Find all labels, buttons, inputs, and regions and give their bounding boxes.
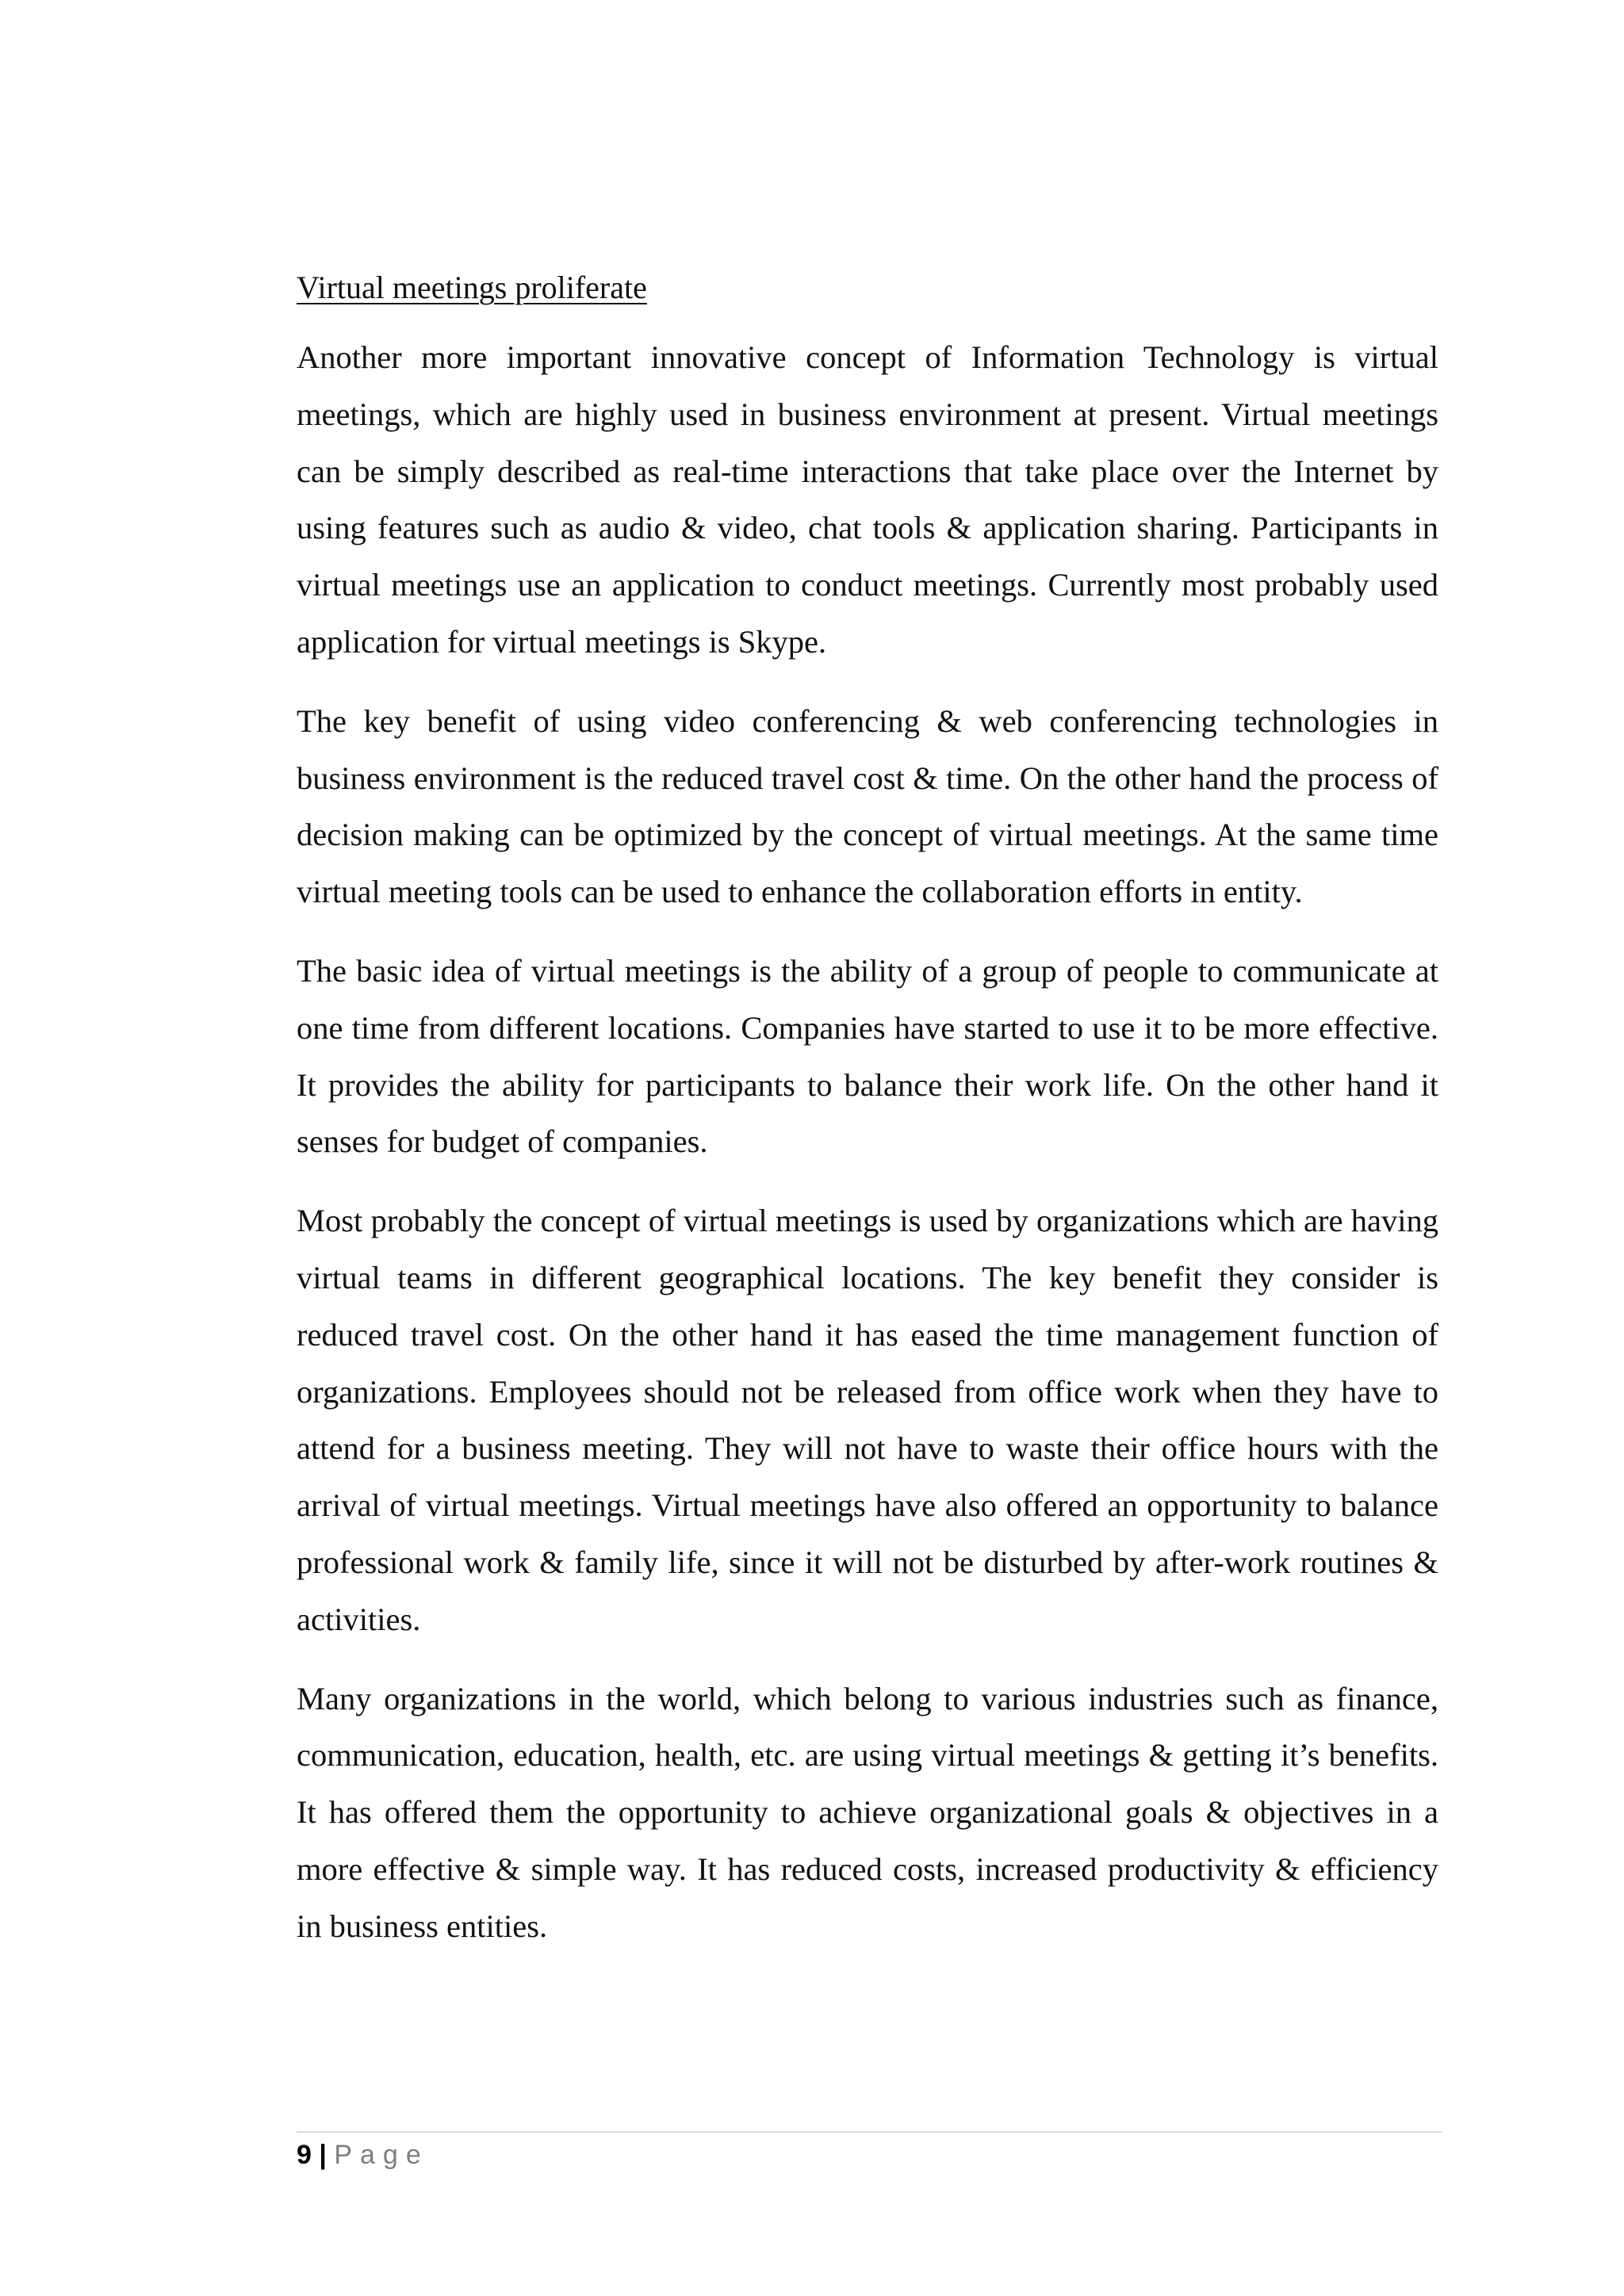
footer-divider xyxy=(297,2131,1442,2133)
paragraph-4: Most probably the concept of virtual meetings is used by organizations which are having virtual teams in different geographical locations. The key benefit they consider is reduced travel cost. On the other hand it has eased the time management function of organizations. Employees should not be released from office work when they have to attend for a business meeting. They will not have to waste their office hours with the arrival of virtual meetings. Virtual meetings have also offered an opportunity to balance professional work & family life, since it will not be disturbed by after-work routines & activities. xyxy=(297,1203,1438,1637)
page-separator: | xyxy=(319,2140,327,2170)
paragraph-2: The key benefit of using video conferencing & web conferencing technologies in business environment is the reduced travel cost & time. On the other hand the process of decision making can be optimized by the concept of virtual meetings. At the same time virtual meeting tools can be used to enhance the collaboration efforts in entity. xyxy=(297,702,1438,910)
paragraph-5: Many organizations in the world, which belong to various industries such as finance, communication, education, health, etc. are using virtual meetings & getting it’s benefits. It has offered them the opportunity to achieve organizational goals & objectives in a more effective & simple way. It has reduced costs, increased productivity & efficiency in business entities. xyxy=(297,1680,1438,1944)
paragraph-3: The basic idea of virtual meetings is the ability of a group of people to communicate at one time from different locations. Companies have started to use it to be more effective. It provides the ability for participants to balance their work life. On the other hand it senses for budget of companies. xyxy=(297,952,1438,1160)
page-footer xyxy=(297,2136,429,2174)
page-label: Page xyxy=(334,2140,429,2170)
page-number: 9 xyxy=(297,2140,312,2170)
document-body xyxy=(297,266,1438,1977)
section-heading: Virtual meetings proliferate xyxy=(297,270,647,305)
paragraph-1: Another more important innovative concept of Information Technology is virtual meetings, which are highly used in business environment at present. Virtual meetings can be simply described as real-time interactions that take place over the Internet by using features such as audio & video, chat tools & application sharing. Participants in virtual meetings use an application to conduct meetings. Currently most probably used application for virtual meetings is Skype. xyxy=(297,339,1438,660)
